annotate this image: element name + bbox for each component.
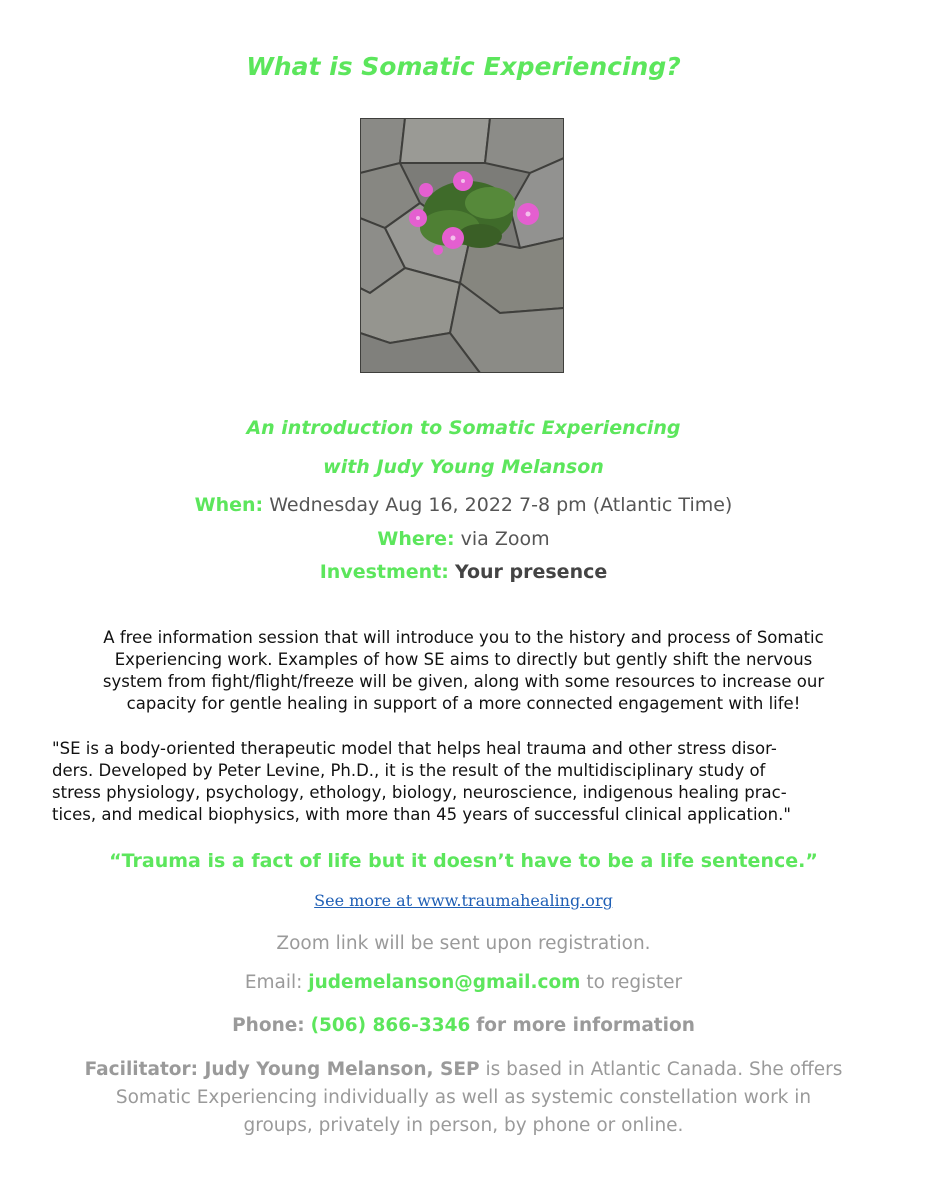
intro-line: A free information session that will introduce you to the history and process of Somatic [103,628,824,647]
phone-line [0,1015,927,1036]
when-value: Wednesday Aug 16, 2022 7-8 pm (Atlantic Time) [269,494,733,516]
page-title: What is Somatic Experiencing? [246,52,681,81]
where-line [0,528,927,550]
email-line [0,972,927,993]
where-value: via Zoom [460,528,550,550]
se-line: ders. Developed by Peter Levine, Ph.D., it is the result of the multidisciplinary study of [52,761,766,780]
subtitle-line1: An introduction to Somatic Experiencing [246,417,681,439]
se-line: "SE is a body-oriented therapeutic model that helps heal trauma and other stress disor- [52,739,777,758]
facilitator-paragraph [40,1056,887,1140]
email-suffix: to register [586,972,683,993]
facilitator-text: Somatic Experiencing individually as well as systemic constellation work in [115,1087,812,1108]
investment-value: Your presence [454,561,608,583]
se-line: tices, and medical biophysics, with more than 45 years of successful clinical application." [52,805,791,824]
subtitle-line2: with Judy Young Melanson [323,456,604,478]
intro-line: system from fight/flight/freeze will be given, along with some resources to increase our [102,672,825,691]
intro-line: Experiencing work. Examples of how SE aims to directly but gently shift the nervous [114,650,813,669]
where-label: Where: [377,528,455,550]
intro-line: capacity for gentle healing in support of a more connected engagement with life! [126,694,801,713]
when-line [0,494,927,516]
phone-number: (506) 866-3346 [310,1015,471,1036]
email-label: Email: [244,972,303,993]
zoom-note: Zoom link will be sent upon registration. [276,933,651,954]
facilitator-text: is based in Atlantic Canada. She offers [485,1059,843,1080]
facilitator-label: Facilitator: Judy Young Melanson, SEP [84,1059,480,1080]
trauma-quote: “Trauma is a fact of life but it doesn’t have to be a life sentence.” [109,850,818,872]
se-line: stress physiology, psychology, ethology, biology, neuroscience, indigenous healing prac- [52,783,787,802]
investment-label: Investment: [319,561,449,583]
phone-label: Phone: [232,1015,305,1036]
flower-stone-photo [360,118,564,373]
se-description-paragraph [52,738,879,826]
phone-suffix: for more information [476,1015,695,1036]
investment-line [0,561,927,583]
traumahealing-link[interactable]: See more at www.traumahealing.org [314,891,613,910]
facilitator-text: groups, privately in person, by phone or online. [243,1115,684,1136]
when-label: When: [194,494,264,516]
intro-paragraph [50,627,877,715]
email-address[interactable]: judemelanson@gmail.com [308,972,581,993]
traumahealing-link-wrap [0,891,927,910]
